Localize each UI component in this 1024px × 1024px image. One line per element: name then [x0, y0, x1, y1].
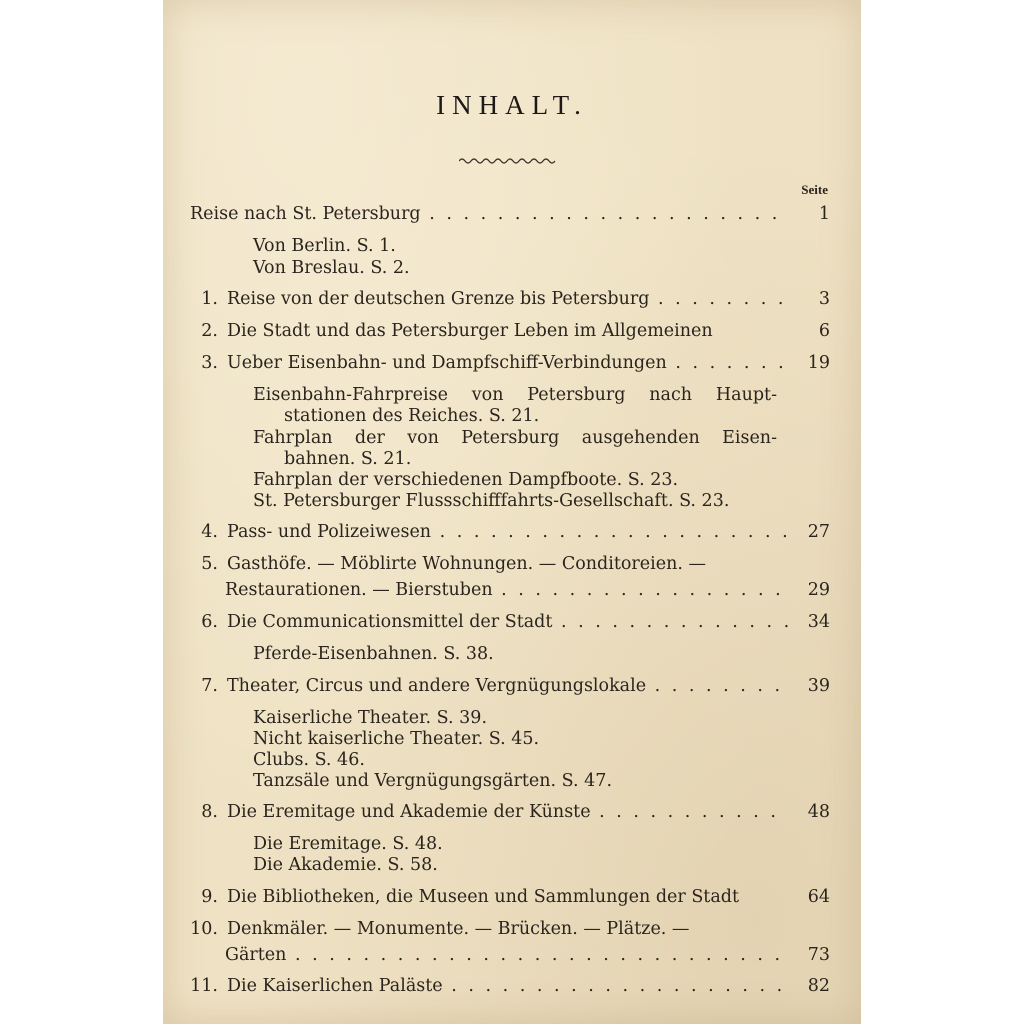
toc-subentry: Eisenbahn-Fahrpreise von Petersburg nach Haupt- — [253, 385, 777, 405]
entry-title-continued: Restaurationen. — Bierstuben . . . — [225, 578, 789, 602]
entry-title: Reise nach St. Petersburg . . . — [190, 202, 789, 226]
toc-subentry: Nicht kaiserliche Theater. S. 45. — [253, 729, 540, 749]
toc-entry — [163, 202, 861, 226]
entry-title: Denkmäler. — Monumente. — Brücken. — Plätze. — — [227, 919, 690, 939]
entry-title: Ueber Eisenbahn- und Dampfschiff-Verbindungen . . . — [227, 351, 789, 375]
entry-number: 7. — [201, 676, 218, 696]
entry-page: 27 — [807, 522, 830, 542]
toc-entry — [163, 674, 861, 698]
toc-entry — [163, 885, 861, 909]
toc-subentry: Fahrplan der von Petersburg ausgehenden Eisen- — [253, 428, 777, 448]
entry-number: 6. — [201, 612, 218, 632]
toc-subentry: Kaiserliche Theater. S. 39. — [253, 708, 488, 728]
toc-subentry: Die Akademie. S. 58. — [253, 855, 438, 875]
toc-entry — [163, 520, 861, 544]
entry-title: Gasthöfe. — Möblirte Wohnungen. — Conditoreien. — — [227, 554, 706, 574]
entry-title: Reise von der deutschen Grenze bis Petersburg . . . — [227, 287, 789, 311]
entry-title: Die Stadt und das Petersburger Leben im Allgemeinen — [227, 321, 713, 341]
entry-number: 5. — [201, 554, 218, 574]
entry-title: Theater, Circus und andere Vergnügungslokale . . . — [227, 674, 789, 698]
book-page — [163, 0, 861, 1024]
page-title: INHALT. — [436, 90, 588, 120]
entry-page: 29 — [807, 580, 830, 600]
toc-subentry: stationen des Reiches. S. 21. — [284, 406, 540, 426]
toc-entry — [163, 351, 861, 375]
toc-entry — [163, 800, 861, 824]
entry-number: 10. — [190, 919, 218, 939]
entry-title-continued: Gärten . . . — [225, 943, 789, 967]
toc-subentry: Von Breslau. S. 2. — [253, 258, 410, 278]
entry-number: 11. — [190, 976, 218, 996]
toc-subentry: bahnen. S. 21. — [284, 449, 412, 469]
toc-entry — [163, 974, 861, 998]
entry-number: 2. — [201, 321, 218, 341]
entry-title: Die Kaiserlichen Paläste . . . — [227, 974, 789, 998]
entry-page: 73 — [807, 945, 830, 965]
toc-entry — [163, 319, 861, 343]
toc-entry — [163, 552, 861, 576]
entry-page: 19 — [807, 353, 830, 373]
toc-entry-continued — [163, 943, 861, 967]
entry-number: 8. — [201, 802, 218, 822]
table-of-contents — [163, 0, 861, 1024]
entry-page: 39 — [807, 676, 830, 696]
page-column-header: Seite — [801, 182, 828, 197]
entry-title: Die Communicationsmittel der Stadt . . . — [227, 610, 789, 634]
entry-number: 4. — [201, 522, 218, 542]
entry-title: Die Bibliotheken, die Museen und Sammlungen der Stadt — [227, 887, 740, 907]
entry-page: 3 — [818, 289, 830, 309]
entry-number: 3. — [201, 353, 218, 373]
entry-number: 1. — [201, 289, 218, 309]
toc-subentry: Fahrplan der verschiedenen Dampfboote. S. 23. — [253, 470, 679, 490]
toc-subentry: Pferde-Eisenbahnen. S. 38. — [253, 644, 494, 664]
toc-subentry: Tanzsäle und Vergnügungsgärten. S. 47. — [253, 771, 613, 791]
toc-subentry: Von Berlin. S. 1. — [253, 236, 396, 256]
toc-entry-continued — [163, 578, 861, 602]
entry-page: 48 — [807, 802, 830, 822]
toc-subentry: Clubs. S. 46. — [253, 750, 365, 770]
entry-page: 64 — [807, 887, 830, 907]
entry-page: 34 — [807, 612, 830, 632]
toc-subentry: Die Eremitage. S. 48. — [253, 834, 443, 854]
toc-entry — [163, 287, 861, 311]
entry-number: 9. — [201, 887, 218, 907]
entry-page: 6 — [818, 321, 830, 341]
entry-title: Pass- und Polizeiwesen . . . — [227, 520, 789, 544]
entry-page: 1 — [818, 204, 830, 224]
toc-subentry: St. Petersburger Flussschifffahrts-Gesellschaft. S. 23. — [253, 491, 730, 511]
toc-entry — [163, 610, 861, 634]
toc-entry — [163, 917, 861, 941]
entry-page: 82 — [807, 976, 830, 996]
entry-title: Die Eremitage und Akademie der Künste . . . — [227, 800, 789, 824]
